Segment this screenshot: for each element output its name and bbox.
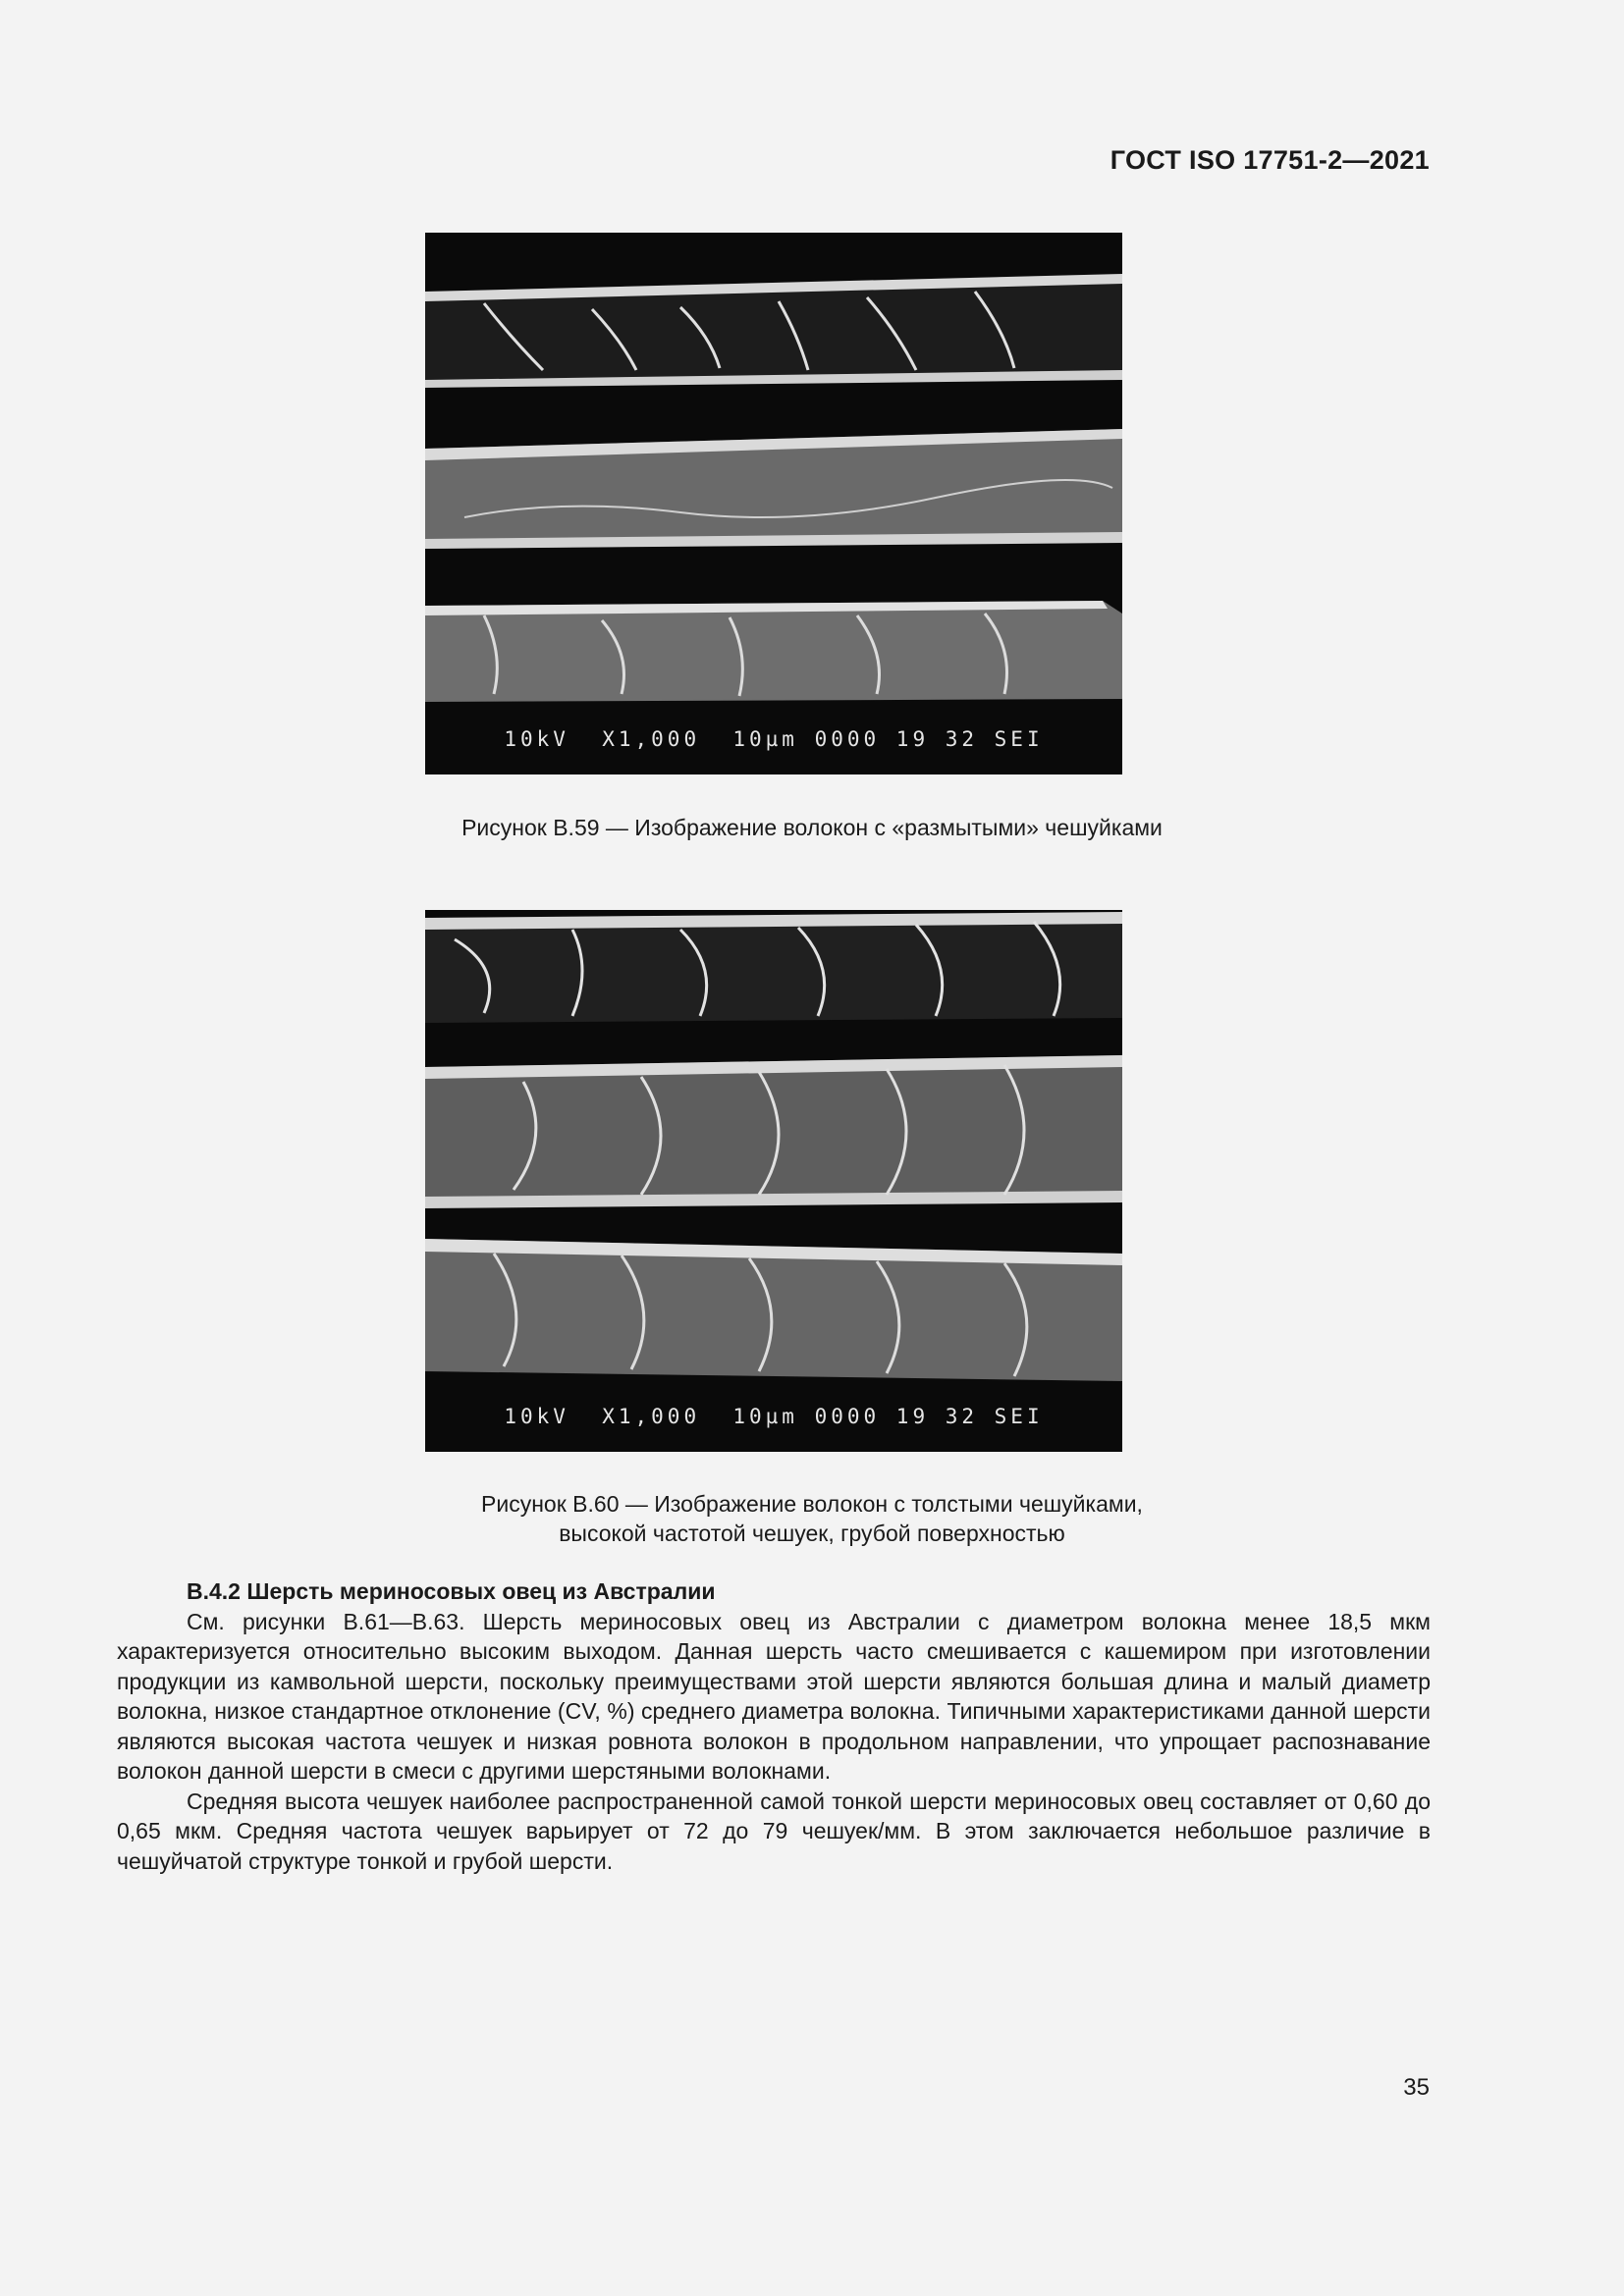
- sem-image-figure-b59: [425, 233, 1122, 774]
- page-number: 35: [1403, 2074, 1430, 2101]
- sem-fibers-image: [425, 910, 1122, 1452]
- caption-line: высокой частотой чешуек, грубой поверхностью: [559, 1521, 1065, 1546]
- paragraph: Средняя высота чешуек наиболее распространенной самой тонкой шерсти мериносовых овец составляет от 0,60 до 0,65 мкм. Средняя частота чешуек варьирует от 72 до 79 чешуек/мм. В этом заключается небольшое различие в чешуйчатой структуре тонкой и грубой шерсти.: [117, 1788, 1431, 1874]
- caption-line: Рисунок В.60 — Изображение волокон с толстыми чешуйками,: [481, 1491, 1143, 1517]
- section-body: [117, 1576, 1431, 1876]
- sem-fibers-image: [425, 233, 1122, 774]
- document-code: ГОСТ ISO 17751-2—2021: [1110, 145, 1430, 175]
- section-heading: В.4.2 Шерсть мериносовых овец из Австралии: [187, 1578, 716, 1604]
- caption-line: Рисунок В.59 — Изображение волокон с «размытыми» чешуйками: [461, 815, 1163, 840]
- sem-scale-label: 10kV X1,000 10µm 0000 19 32 SEI: [504, 727, 1044, 751]
- figure-b60-caption: [0, 1489, 1624, 1548]
- figure-b59-caption: [0, 813, 1624, 842]
- paragraph: См. рисунки В.61—В.63. Шерсть мериносовых овец из Австралии с диаметром волокна менее 18,5 мкм характеризуется относительно высоким выходом. Данная шерсть часто смешивается с кашемиром при изготовлении продукции из камвольной шерсти, поскольку преимуществами этой шерсти являются большая длина и малый диаметр волокна, низкое стандартное отклонение (CV, %) среднего диаметра волокна. Типичными характеристиками данной шерсти являются высокая частота чешуек и низкая ровнота волокон в продольном направлении, что упрощает распознавание волокон данной шерсти в смеси с другими шерстяными волокнами.: [117, 1608, 1431, 1784]
- sem-image-figure-b60: [425, 910, 1122, 1452]
- sem-scale-label: 10kV X1,000 10µm 0000 19 32 SEI: [504, 1405, 1044, 1428]
